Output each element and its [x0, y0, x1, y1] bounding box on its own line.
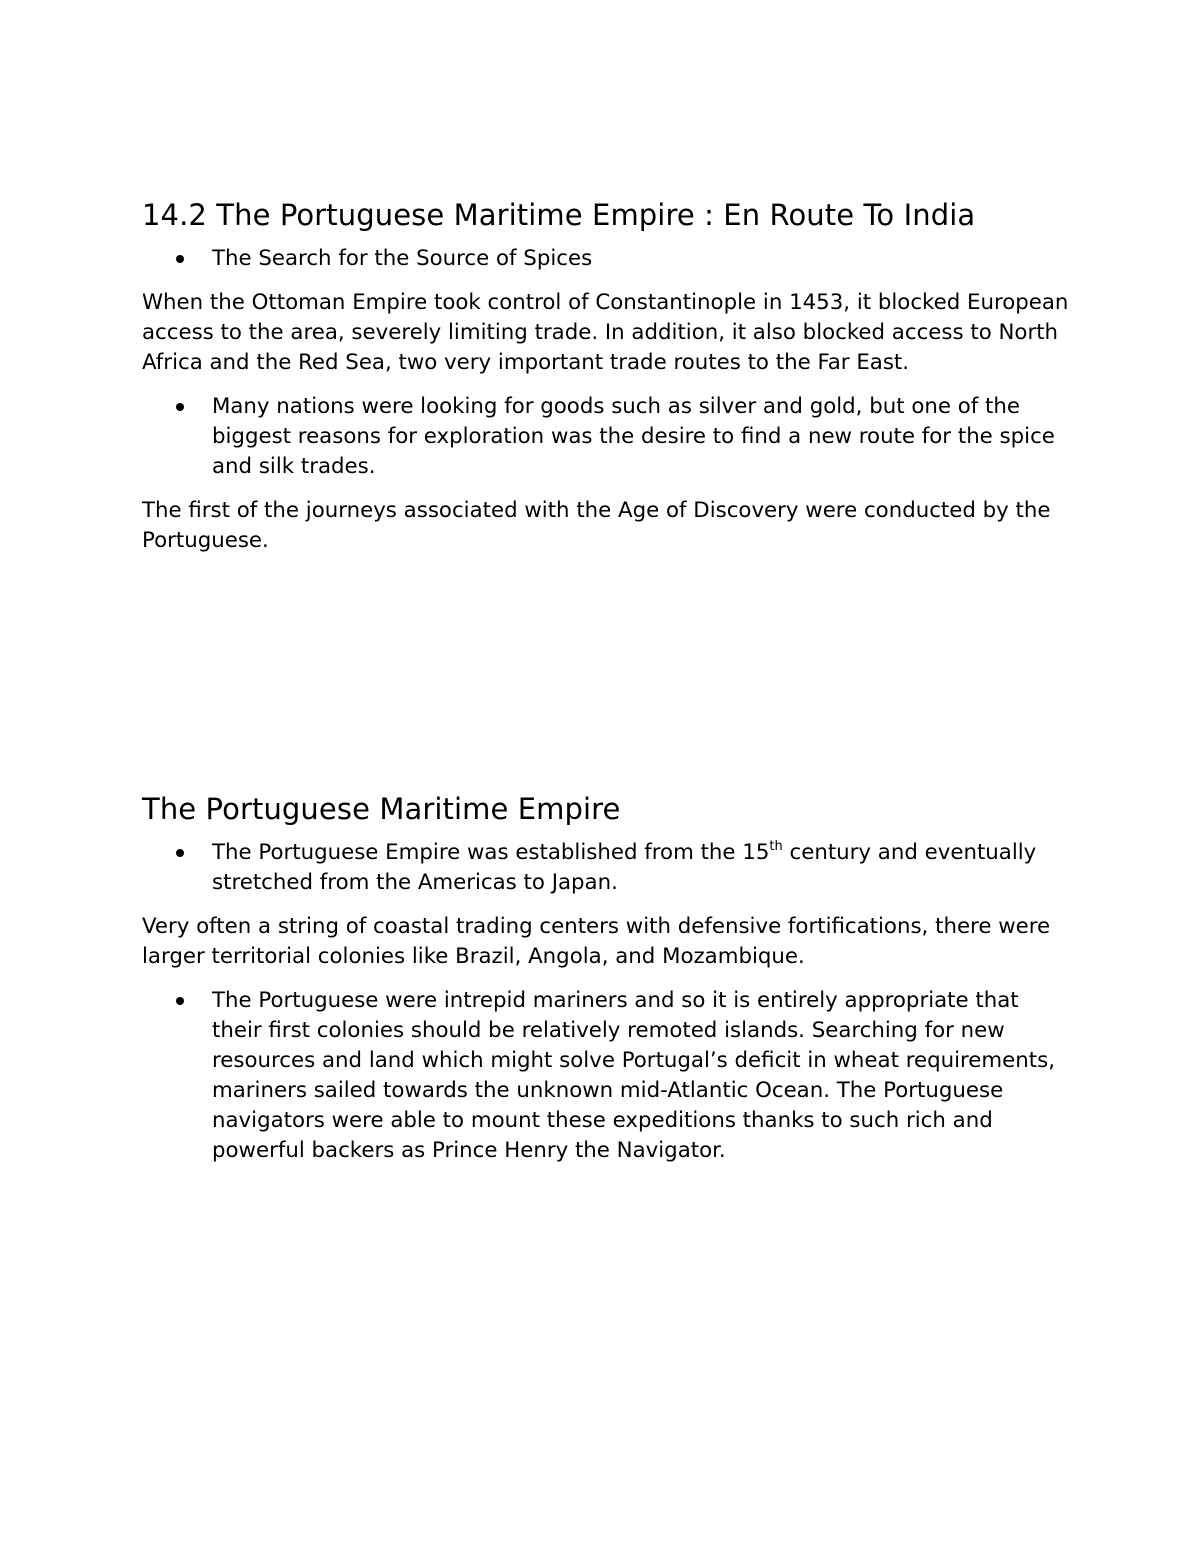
bullet-icon: [176, 403, 184, 411]
bullet-list: [142, 392, 1072, 482]
section-heading: The Portuguese Maritime Empire: [142, 792, 621, 826]
bullet-item: [212, 392, 1072, 482]
bullet-text-part: century and eventually stretched from the Americas to Japan.: [212, 840, 1037, 895]
bullet-list: [142, 838, 1072, 898]
bullet-text: The Portuguese were intrepid mariners and so it is entirely appropriate that their first colonies should be relatively remoted islands. Searching for new resources and land which might solve Portugal’s deficit in wheat requirements, mariners sailed towards the unknown mid-Atlantic Ocean. The Portuguese navigators were able to mount these expeditions thanks to such rich and powerful backers as Prince Henry the Navigator.: [212, 988, 1055, 1163]
paragraph: Very often a string of coastal trading centers with defensive fortifications, there were larger territorial colonies like Brazil, Angola, and Mozambique.: [142, 914, 1051, 969]
section-portuguese-maritime-empire: [142, 790, 1072, 1180]
section-en-route-to-india: [142, 196, 1072, 570]
section-heading: 14.2 The Portuguese Maritime Empire : En Route To India: [142, 198, 976, 232]
bullet-icon: [176, 997, 184, 1005]
bullet-list: [142, 986, 1072, 1166]
bullet-item: [212, 244, 1072, 274]
bullet-icon: [176, 849, 184, 857]
bullet-text-part: The Portuguese Empire was established from the 15: [212, 840, 770, 865]
ordinal-superscript: th: [769, 839, 783, 854]
paragraph: The first of the journeys associated with the Age of Discovery were conducted by the Portuguese.: [142, 498, 1051, 553]
paragraph: When the Ottoman Empire took control of Constantinople in 1453, it blocked European access to the area, severely limiting trade. In addition, it also blocked access to North Africa and the Red Sea, two very important trade routes to the Far East.: [142, 290, 1069, 375]
bullet-item: [212, 986, 1072, 1166]
bullet-text: Many nations were looking for goods such as silver and gold, but one of the biggest reasons for exploration was the desire to find a new route for the spice and silk trades.: [212, 394, 1055, 479]
bullet-list: [142, 244, 1072, 274]
bullet-text: The Search for the Source of Spices: [212, 246, 593, 271]
bullet-item: [212, 838, 1072, 898]
bullet-text: [212, 840, 1036, 895]
bullet-icon: [176, 255, 184, 263]
